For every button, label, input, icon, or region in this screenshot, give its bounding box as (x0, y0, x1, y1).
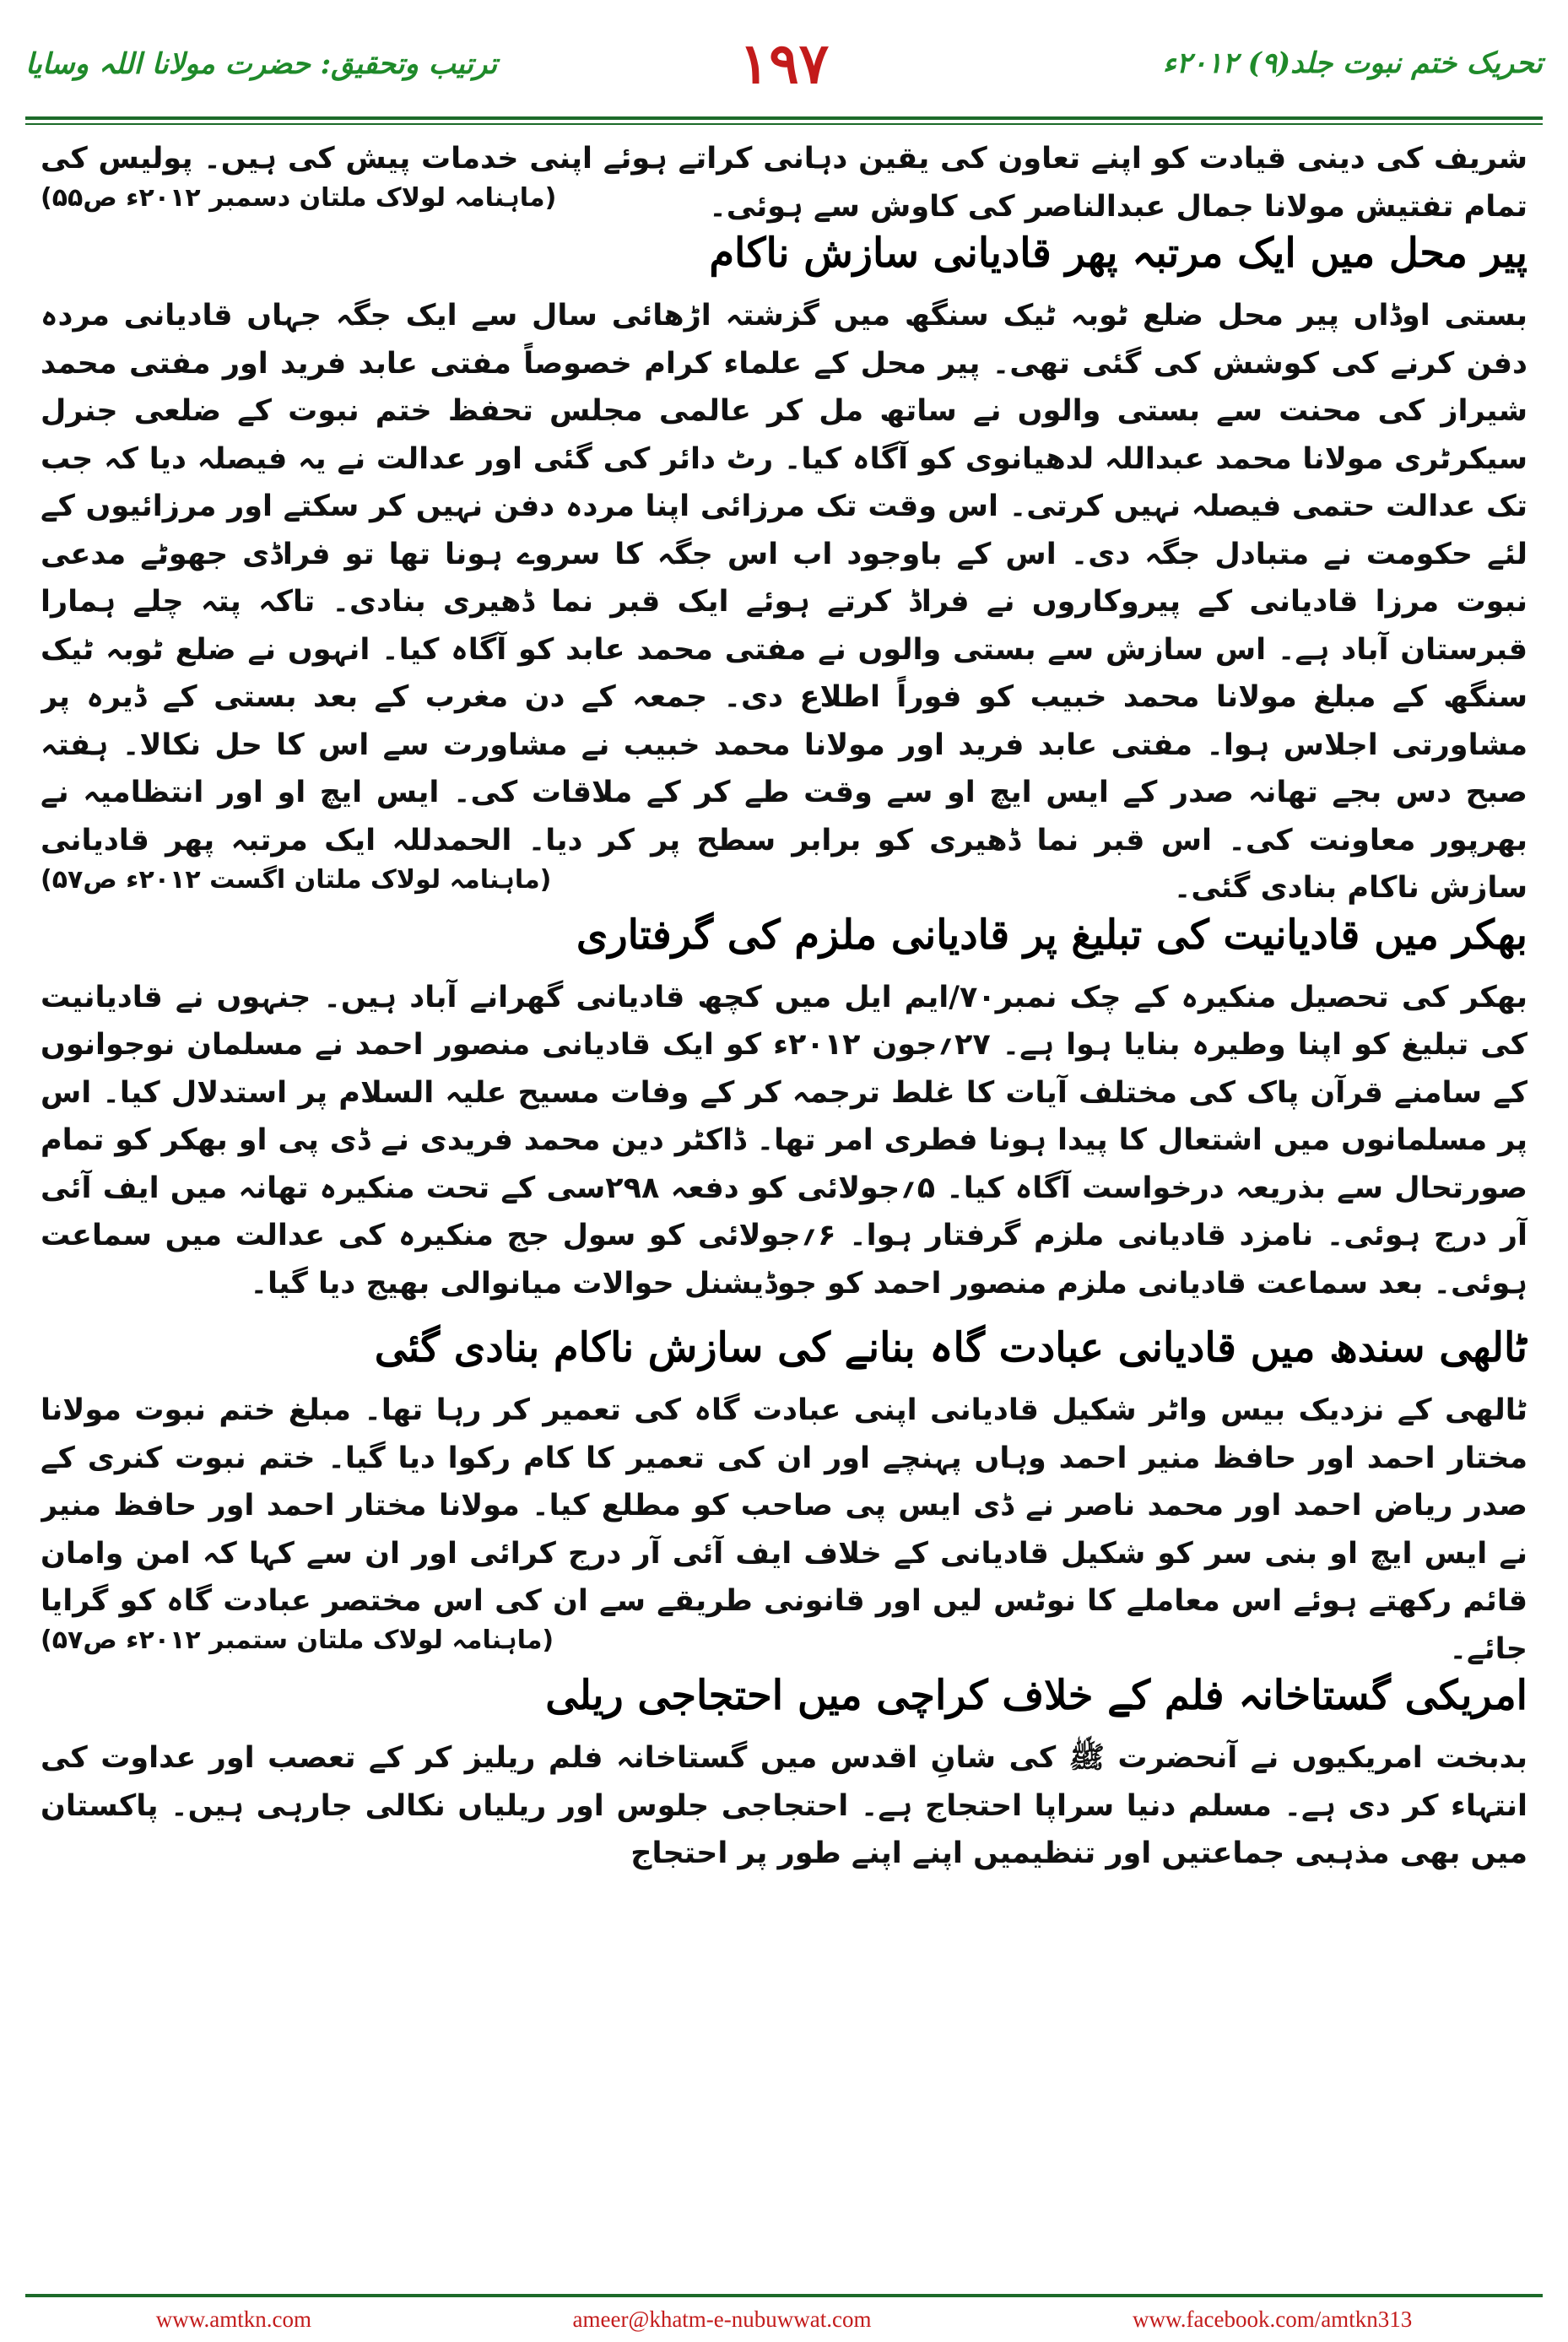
page-footer (25, 2301, 1543, 2338)
section-heading: ٹالھی سندھ میں قادیانی عبادت گاہ بنانے کی سازش ناکام بنادی گئی (374, 1324, 1527, 1371)
section-heading: بھکر میں قادیانیت کی تبلیغ پر قادیانی ملزم کی گرفتاری (576, 911, 1527, 959)
header-rule (25, 116, 1543, 120)
email-link[interactable]: ameer@khatm-e-nubuwwat.com (572, 2306, 872, 2332)
article-body (41, 135, 1527, 2287)
header-book-title: تحریک ختم نبوت جلد(۹) ۲۰۱۲ء (1162, 46, 1543, 80)
source-reference: (ماہنامہ لولاک ملتان اگست ۲۰۱۲ء ص۵۷) (41, 864, 552, 895)
page-header (25, 17, 1543, 110)
header-rule-thin (25, 123, 1543, 125)
footer-rule (25, 2294, 1543, 2297)
paragraph: ٹالھی کے نزدیک بیس واٹر شکیل قادیانی اپنی عبادت گاہ کی تعمیر کر رہا تھا۔ مبلغ ختم نبوت مولانا مختار احمد اور حافظ منیر احمد وہاں پہنچے اور ان کی تعمیر کا کام رکوا دیا گیا۔ ختم نبوت کنری کے صدر ریاض احمد اور محمد ناصر نے ڈی ایس پی صاحب کو مطلع کیا۔ مولانا مختار احمد اور حافظ منیر نے ایس ایچ او بنی سر کو شکیل قادیانی کے خلاف ایف آئی آر درج کرائی اور ان سے کہا کہ امن وامان قائم رکھتے ہوئے اس معاملے کا نوٹس لیں اور قانونی طریقے سے ان کی اس مختصر عبادت گاہ کو گرایا جائے۔ (41, 1393, 1527, 1666)
page-number: ۱۹۷ (738, 30, 830, 96)
source-reference: (ماہنامہ لولاک ملتان ستمبر ۲۰۱۲ء ص۵۷) (41, 1625, 554, 1655)
source-reference: (ماہنامہ لولاک ملتان دسمبر ۲۰۱۲ء ص۵۵) (41, 183, 557, 213)
facebook-link[interactable]: www.facebook.com/amtkn313 (1133, 2306, 1413, 2332)
section-heading: امریکی گستاخانہ فلم کے خلاف کراچی میں احتجاجی ریلی (545, 1672, 1527, 1719)
paragraph: بستی اوڈاں پیر محل ضلع ٹوبہ ٹیک سنگھ میں گزشتہ اڑھائی سال سے ایک جگہ جہاں قادیانی مردہ دفن کرنے کی کوشش کی گئی تھی۔ پیر محل کے علماء کرام خصوصاً مفتی عابد فرید اور مفتی محمد شیراز کی محنت سے بستی والوں نے ساتھ مل کر عالمی مجلس تحفظ ختم نبوت کے ضلعی جنرل سیکرٹری مولانا محمد عبداللہ لدھیانوی کو آگاہ کیا۔ رٹ دائر کی گئی اور عدالت نے یہ فیصلہ دیا کہ جب تک عدالت حتمی فیصلہ نہیں کرتی۔ اس وقت تک مرزائی اپنا مردہ دفن نہیں کر سکتے اور مرزائیوں کے لئے حکومت نے متبادل جگہ دی۔ اس کے باوجود اب اس جگہ کا سروے ہونا تھا تو فراڈی جھوٹے مدعی نبوت مرزا قادیانی کے پیروکاروں نے فراڈ کرتے ہوئے ایک قبر نما ڈھیری بنادی۔ تاکہ پتہ چلے ہمارا قبرستان آباد ہے۔ اس سازش سے بستی والوں نے مفتی محمد عابد کو آگاہ کیا۔ انہوں نے ضلع ٹوبہ ٹیک سنگھ کے مبلغ مولانا محمد خبیب کو فوراً اطلاع دی۔ جمعہ کے دن مغرب کے بعد بستی کے ڈیرہ پر مشاورتی اجلاس ہوا۔ مفتی عابد فرید اور مولانا محمد خبیب نے مشاورت سے اس کا حل نکالا۔ ہفتہ صبح دس بجے تھانہ صدر کے ایس ایچ او سے وقت طے کر کے ملاقات کی۔ ایس ایچ او اور انتظامیہ نے بھرپور معاونت کی۔ اس قبر نما ڈھیری کو برابر سطح پر کر دیا۔ الحمدللہ ایک مرتبہ پھر قادیانی سازش ناکام بنادی گئی۔ (41, 299, 1527, 905)
reference-row (41, 1625, 1527, 1655)
website-link[interactable]: www.amtkn.com (155, 2306, 311, 2332)
paragraph: بھکر کی تحصیل منکیرہ کے چک نمبر۷۰/ایم ایل میں کچھ قادیانی گھرانے آباد ہیں۔ جنہوں نے قادیانیت کی تبلیغ کو اپنا وطیرہ بنایا ہوا ہے۔ ۲۷؍جون ۲۰۱۲ء کو ایک قادیانی منصور احمد نے مسلمان نوجوانوں کے سامنے قرآن پاک کی مختلف آیات کا غلط ترجمہ کر کے وفات مسیح علیہ السلام پر استدلال کیا۔ اس پر مسلمانوں میں اشتعال کا پیدا ہونا فطری امر تھا۔ ڈاکٹر دین محمد فریدی نے ڈی پی او بھکر کو تمام صورتحال سے بذریعہ درخواست آگاہ کیا۔ ۵؍جولائی کو دفعہ ۲۹۸سی کے تحت منکیرہ تھانہ میں ایف آئی آر درج ہوئی۔ نامزد قادیانی ملزم گرفتار ہوا۔ ۶؍جولائی کو سول جج منکیرہ کی عدالت میں سماعت ہوئی۔ بعد سماعت قادیانی ملزم منصور احمد کو جوڈیشنل حوالات میانوالی بھیج دیا گیا۔ (41, 980, 1527, 1301)
paragraph: بدبخت امریکیوں نے آنحضرت ﷺ کی شانِ اقدس میں گستاخانہ فلم ریلیز کر کے تعصب اور عداوت کی انتہاء کر دی ہے۔ مسلم دنیا سراپا احتجاج ہے۔ احتجاجی جلوس اور ریلیاں نکالی جارہی ہیں۔ پاکستان میں بھی مذہبی جماعتیں اور تنظیمیں اپنے اپنے طور پر احتجاج (41, 1741, 1527, 1870)
section-heading: پیر محل میں ایک مرتبہ پھر قادیانی سازش ناکام (709, 230, 1527, 277)
header-compiler: ترتیب وتحقیق: حضرت مولانا اللہ وسایا (25, 46, 498, 81)
paragraph: شریف کی دینی قیادت کو اپنے تعاون کی یقین دہانی کراتے ہوئے اپنی خدمات پیش کی ہیں۔ پولیس کی تمام تفتیش مولانا جمال عبدالناصر کی کاوش سے ہوئی۔ (41, 142, 1527, 224)
